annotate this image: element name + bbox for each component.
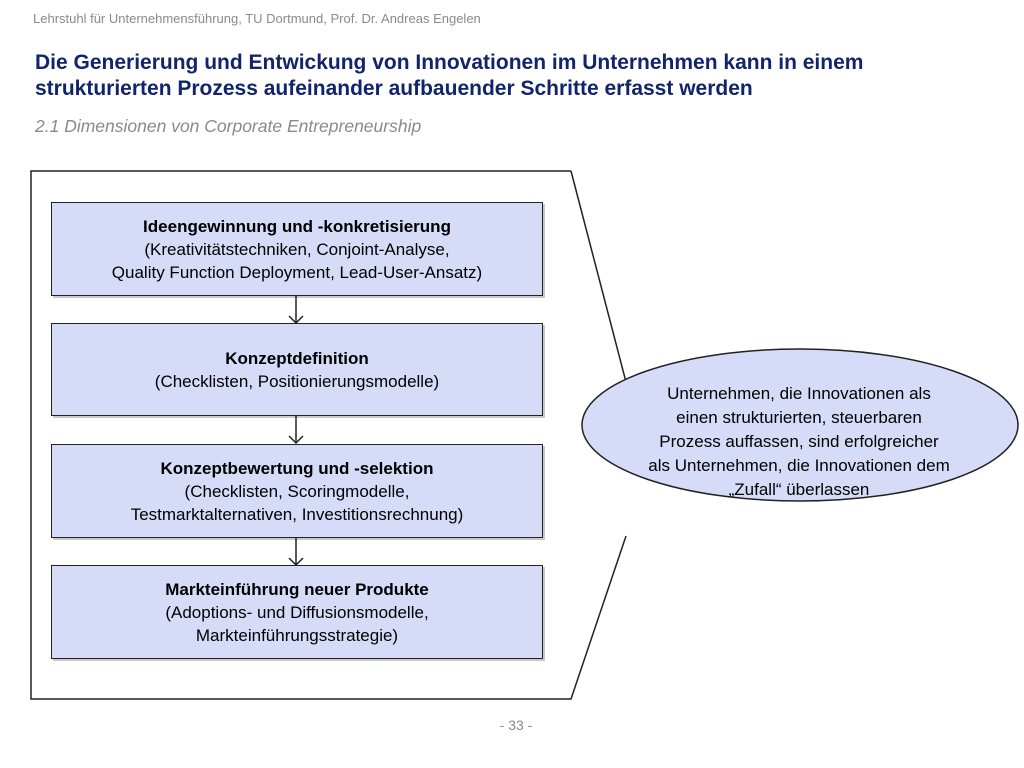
down-arrow-icon [286, 416, 306, 445]
header-affiliation: Lehrstuhl für Unternehmensführung, TU Dortmund, Prof. Dr. Andreas Engelen [33, 11, 481, 26]
step-detail: (Adoptions- und Diffusionsmodelle, [165, 602, 429, 622]
slide-subtitle: 2.1 Dimensionen von Corporate Entrepreneurship [35, 116, 422, 136]
step-title: Markteinführung neuer Produkte [165, 579, 429, 599]
conclusion-line: Prozess auffassen, sind erfolgreicher [659, 432, 939, 451]
step-title: Konzeptdefinition [225, 348, 369, 368]
step-detail: (Kreativitätstechniken, Conjoint-Analyse, [144, 239, 450, 259]
step-title: Ideengewinnung und -konkretisierung [143, 216, 451, 236]
slide-title-line-1: Die Generierung und Entwickung von Innovationen im Unternehmen kann in einem [35, 51, 864, 74]
down-arrow-icon [286, 296, 306, 325]
slide-title-line-2: strukturierten Prozess aufeinander aufbauender Schritte erfasst werden [35, 77, 753, 100]
step-concept-evaluation [51, 444, 543, 538]
down-arrow-icon [286, 538, 306, 567]
step-detail: (Checklisten, Scoringmodelle, [184, 481, 410, 501]
page-number: - 33 - [499, 717, 533, 733]
step-detail: Testmarktalternativen, Investitionsrechnung) [130, 504, 464, 524]
step-detail: (Checklisten, Positionierungsmodelle) [154, 371, 440, 391]
step-detail: Markteinführungsstrategie) [195, 625, 399, 645]
step-idea-generation [51, 202, 543, 296]
conclusion-line: als Unternehmen, die Innovationen dem [648, 456, 950, 475]
step-detail: Quality Function Deployment, Lead-User-Ansatz) [111, 262, 483, 282]
bracket-frame-top-diagonal [571, 171, 626, 382]
conclusion-line: Unternehmen, die Innovationen als [667, 384, 931, 403]
conclusion-text [600, 382, 998, 502]
conclusion-line: „Zufall“ überlassen [728, 480, 870, 499]
conclusion-line: einen strukturierten, steuerbaren [676, 408, 922, 427]
step-title: Konzeptbewertung und -selektion [160, 458, 434, 478]
step-market-launch [51, 565, 543, 659]
step-concept-definition [51, 323, 543, 416]
